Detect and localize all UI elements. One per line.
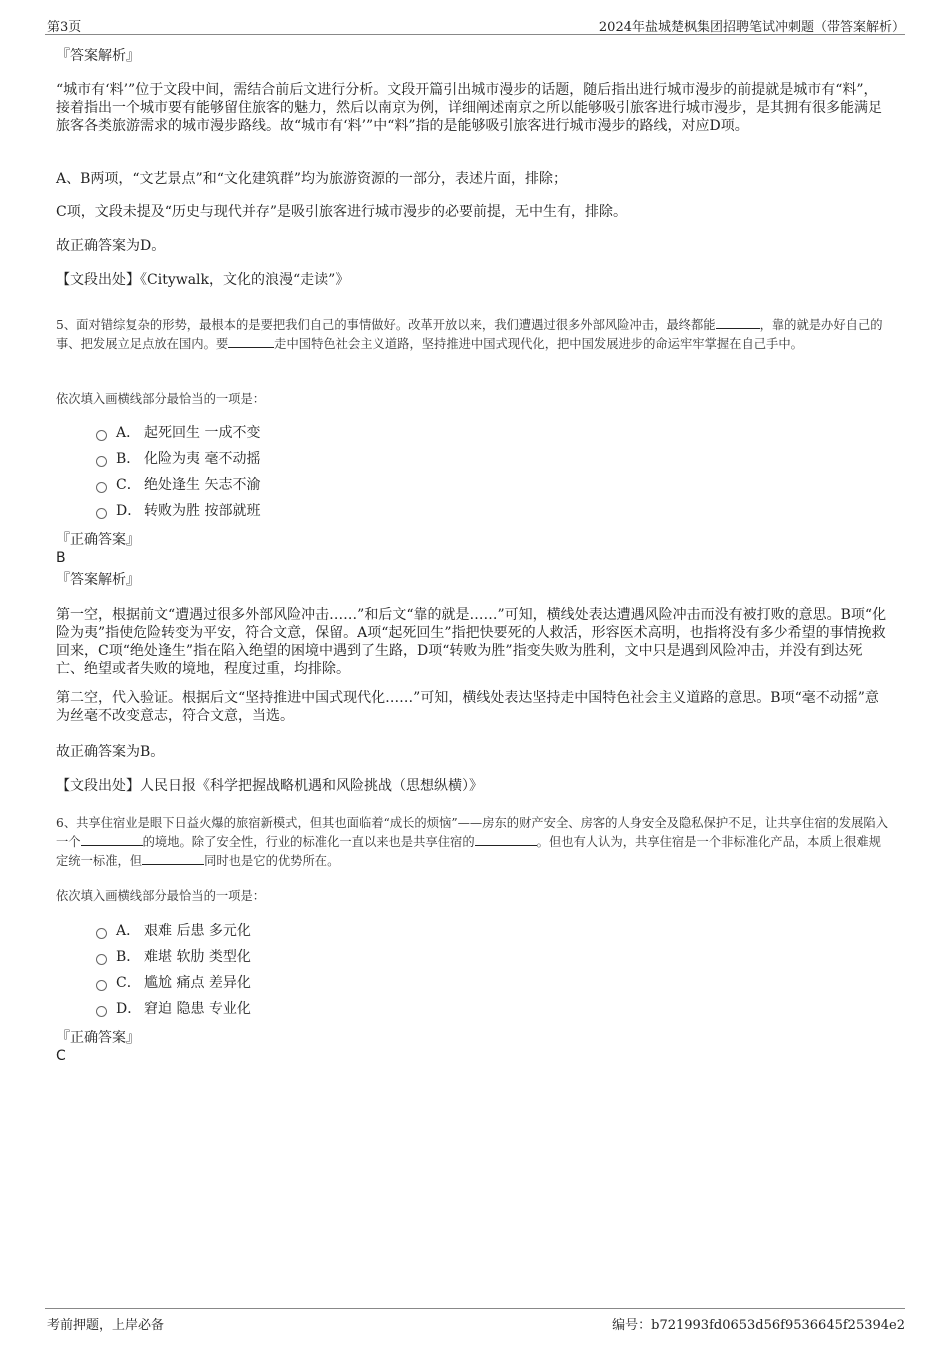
radio-icon[interactable] — [96, 980, 107, 991]
q4-analysis-label: 『答案解析』 — [56, 48, 140, 64]
q6-option-c[interactable]: C． 尴尬 痛点 差异化 — [96, 970, 251, 996]
radio-icon[interactable] — [96, 456, 107, 467]
q6-instruction: 依次填入画横线部分最恰当的一项是： — [56, 889, 266, 903]
radio-icon[interactable] — [96, 430, 107, 441]
q5-option-c[interactable]: C． 绝处逢生 矢志不渝 — [96, 472, 260, 498]
q6-option-b[interactable]: B． 难堪 软肋 类型化 — [96, 944, 251, 970]
q6-blank-2 — [475, 833, 537, 846]
q6-option-a[interactable]: A． 艰难 后患 多元化 — [96, 918, 251, 944]
q5-analysis-para-1: 第一空，根据前文“遭遇过很多外部风险冲击……”和后文“靠的就是……”可知，横线处表达遭遇风险冲击而没有被打败的意思。B项“化险为夷”指使危险转变为平安，符合文意，保留。A项“起死回生”指把快要死的人救活，形容医术高明，也指将没有多少希望的事情挽救回来，C项“绝处逢生”指在陷入绝望的困境中遇到了生路，D项“转败为胜”指变失败为胜利，文中只是遇到风险冲击，并没有到达死亡、绝望或者失败的境地，程度过重，均排除。 — [56, 607, 887, 677]
radio-icon[interactable] — [96, 1006, 107, 1017]
q5-options — [96, 420, 260, 524]
q5-option-b[interactable]: B． 化险为夷 毫不动摇 — [96, 446, 260, 472]
q6-correct-label: 『正确答案』 — [56, 1030, 140, 1046]
document-code: 编号：b721993fd0653d56f9536645f25394e2 — [612, 1318, 905, 1333]
q6-stem — [56, 814, 888, 871]
q6-blank-3 — [142, 852, 204, 865]
q6-stem-part-a: 6、共享住宿业是眼下日益火爆的旅宿新模式，但其也面临着“成长的烦恼”——房东的财产安全、房客的人身安全及隐私保护不足，让共享住宿的发展陷入一个 — [56, 816, 888, 849]
radio-icon[interactable] — [96, 928, 107, 939]
q5-correct-label: 『正确答案』 — [56, 532, 140, 548]
q4-source: 【文段出处】《Citywalk，文化的浪漫“走读”》 — [56, 272, 350, 288]
q5-stem-part-c: 走中国特色社会主义道路，坚持推进中国式现代化，把中国发展进步的命运牢牢掌握在自己手中。 — [274, 337, 803, 351]
q4-analysis-para-3: C项，文段未提及“历史与现代并存”是吸引旅客进行城市漫步的必要前提，无中生有，排除。 — [56, 204, 628, 220]
document-title: 2024年盐城楚枫集团招聘笔试冲刺题（带答案解析） — [598, 20, 905, 35]
footer-slogan: 考前押题，上岸必备 — [47, 1318, 165, 1333]
q6-option-d[interactable]: D． 窘迫 隐患 专业化 — [96, 996, 251, 1022]
radio-icon[interactable] — [96, 482, 107, 493]
q5-stem-part-a: 5、面对错综复杂的形势，最根本的是要把我们自己的事情做好。改革开放以来，我们遭遇过很多外部风险冲击，最终都能 — [56, 318, 716, 332]
q6-stem-part-b: 的境地。除了安全性，行业的标准化一直以来也是共享住宿的 — [142, 835, 475, 849]
q5-analysis-label: 『答案解析』 — [56, 572, 140, 588]
page-footer — [45, 1308, 905, 1331]
q4-analysis-para-2: A、B两项，“文艺景点”和“文化建筑群”均为旅游资源的一部分，表述片面，排除； — [56, 171, 568, 187]
q5-option-a[interactable]: A． 起死回生 一成不变 — [96, 420, 260, 446]
q6-options — [96, 918, 251, 1022]
q5-instruction: 依次填入画横线部分最恰当的一项是： — [56, 392, 266, 406]
page-header — [45, 14, 905, 35]
q4-analysis-para-4: 故正确答案为D。 — [56, 238, 166, 254]
radio-icon[interactable] — [96, 954, 107, 965]
q5-option-d[interactable]: D． 转败为胜 按部就班 — [96, 498, 260, 524]
q5-analysis-para-3: 故正确答案为B。 — [56, 744, 165, 760]
q5-blank-1 — [716, 316, 760, 329]
radio-icon[interactable] — [96, 508, 107, 519]
q5-blank-2 — [228, 335, 274, 348]
q6-stem-part-d: 同时也是它的优势所在。 — [204, 854, 340, 868]
page-number: 第3页 — [47, 20, 82, 35]
q5-stem-part-b: ，靠的就是办好自己的事、把发展立足点放在国内。要 — [56, 318, 883, 351]
q6-blank-1 — [81, 833, 143, 846]
q5-stem — [56, 316, 888, 354]
q4-analysis-para-1: “城市有‘料’”位于文段中间，需结合前后文进行分析。文段开篇引出城市漫步的话题，随后指出进行城市漫步的前提就是城市有“料”，接着指出一个城市要有能够留住旅客的魅力，然后以南京为例，详细阐述南京之所以能够吸引旅客进行城市漫步，是其拥有很多能满足旅客各类旅游需求的城市漫步路线。故“城市有‘料’”中“料”指的是能够吸引旅客进行城市漫步的路线，对应D项。 — [56, 82, 882, 134]
q5-correct-answer: B — [56, 550, 66, 566]
q5-source: 【文段出处】人民日报《科学把握战略机遇和风险挑战（思想纵横）》 — [56, 778, 483, 794]
q6-stem-part-c: 。但也有人认为，共享住宿是一个非标准化产品，本质上很难规定统一标准，但 — [56, 835, 881, 868]
q6-correct-answer: C — [56, 1048, 66, 1064]
q5-analysis-para-2: 第二空，代入验证。根据后文“坚持推进中国式现代化……”可知，横线处表达坚持走中国特色社会主义道路的意思。B项“毫不动摇”意为丝毫不改变意志，符合文意，当选。 — [56, 690, 879, 724]
